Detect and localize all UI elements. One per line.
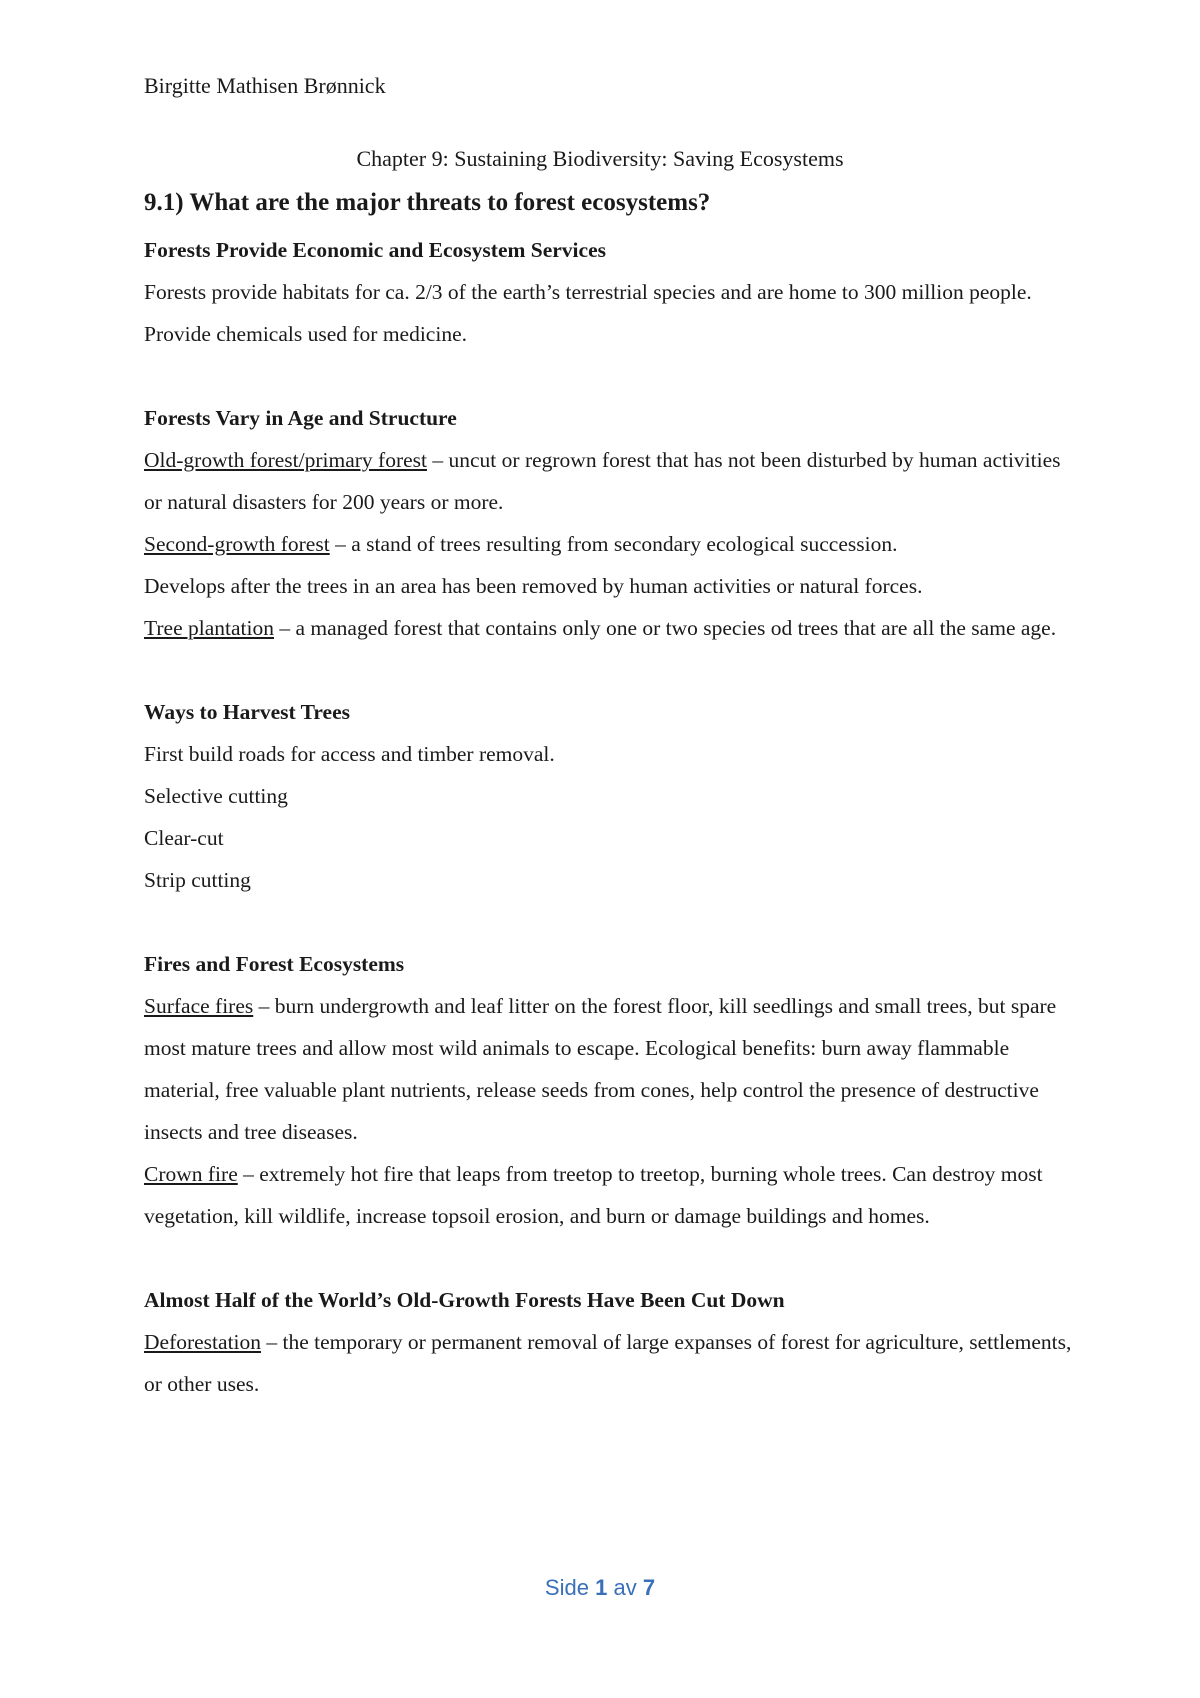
term: Crown fire (144, 1162, 238, 1186)
definition-text: – burn undergrowth and leaf litter on the forest floor, kill seedlings and small trees, but spare most mature trees and allow most wild animals to escape. Ecological benefits: burn away flammable material, free valuable plant nutrients, release seeds from cones, help control the presence of destructive insects and tree diseases. (144, 994, 1057, 1144)
term: Surface fires (144, 994, 254, 1018)
spacer (144, 649, 1074, 691)
paragraph: Forests provide habitats for ca. 2/3 of the earth’s terrestrial species and are home to 300 million people. (144, 280, 1032, 304)
section-title: 9.1) What are the major threats to forest ecosystems? (144, 189, 711, 216)
list-item: Clear-cut (144, 826, 224, 850)
author-name: Birgitte Mathisen Brønnick (144, 73, 386, 98)
list-item: Selective cutting (144, 784, 288, 808)
spacer (144, 1237, 1074, 1279)
definition-text: – a managed forest that contains only one or two species od trees that are all the same age. (273, 616, 1057, 640)
subheading-fires: Fires and Forest Ecosystems (144, 952, 405, 976)
definition-tree-plantation (144, 607, 1074, 649)
spacer (144, 901, 1074, 943)
definition-surface-fires (144, 985, 1074, 1153)
subheading-old-growth-cut: Almost Half of the World’s Old-Growth Forests Have Been Cut Down (144, 1288, 785, 1312)
definition-old-growth (144, 439, 1074, 523)
paragraph: Develops after the trees in an area has been removed by human activities or natural forces. (144, 574, 923, 598)
document-body (144, 186, 1074, 1405)
subheading-harvest-trees: Ways to Harvest Trees (144, 700, 351, 724)
definition-deforestation (144, 1321, 1074, 1405)
chapter-title: Chapter 9: Sustaining Biodiversity: Saving Ecosystems (356, 146, 844, 171)
footer-page-total: 7 (642, 1575, 656, 1600)
definition-crown-fire (144, 1153, 1074, 1237)
definition-second-growth (144, 523, 1074, 565)
term: Tree plantation (144, 616, 274, 640)
term: Old-growth forest/primary forest (144, 448, 428, 472)
list-item: Strip cutting (144, 868, 251, 892)
definition-text: – uncut or regrown forest that has not been disturbed by human activities or natural disasters for 200 years or more. (144, 448, 1061, 514)
footer-av-label: av (613, 1575, 637, 1600)
definition-text: – a stand of trees resulting from secondary ecological succession. (329, 532, 898, 556)
term: Second-growth forest (144, 532, 330, 556)
subheading-age-structure: Forests Vary in Age and Structure (144, 406, 457, 430)
term: Deforestation (144, 1330, 262, 1354)
page-footer (0, 1575, 1200, 1601)
footer-side-label: Side (544, 1575, 589, 1600)
spacer (144, 355, 1074, 397)
paragraph: Provide chemicals used for medicine. (144, 322, 467, 346)
footer-page-number: 1 (595, 1575, 608, 1600)
definition-text: – the temporary or permanent removal of large expanses of forest for agriculture, settlements, or other uses. (144, 1330, 1072, 1396)
list-item: First build roads for access and timber removal. (144, 742, 555, 766)
definition-text: – extremely hot fire that leaps from treetop to treetop, burning whole trees. Can destroy most vegetation, kill wildlife, increase topsoil erosion, and burn or damage buildings and homes. (144, 1162, 1043, 1228)
subheading-economic-services: Forests Provide Economic and Ecosystem Services (144, 238, 606, 262)
